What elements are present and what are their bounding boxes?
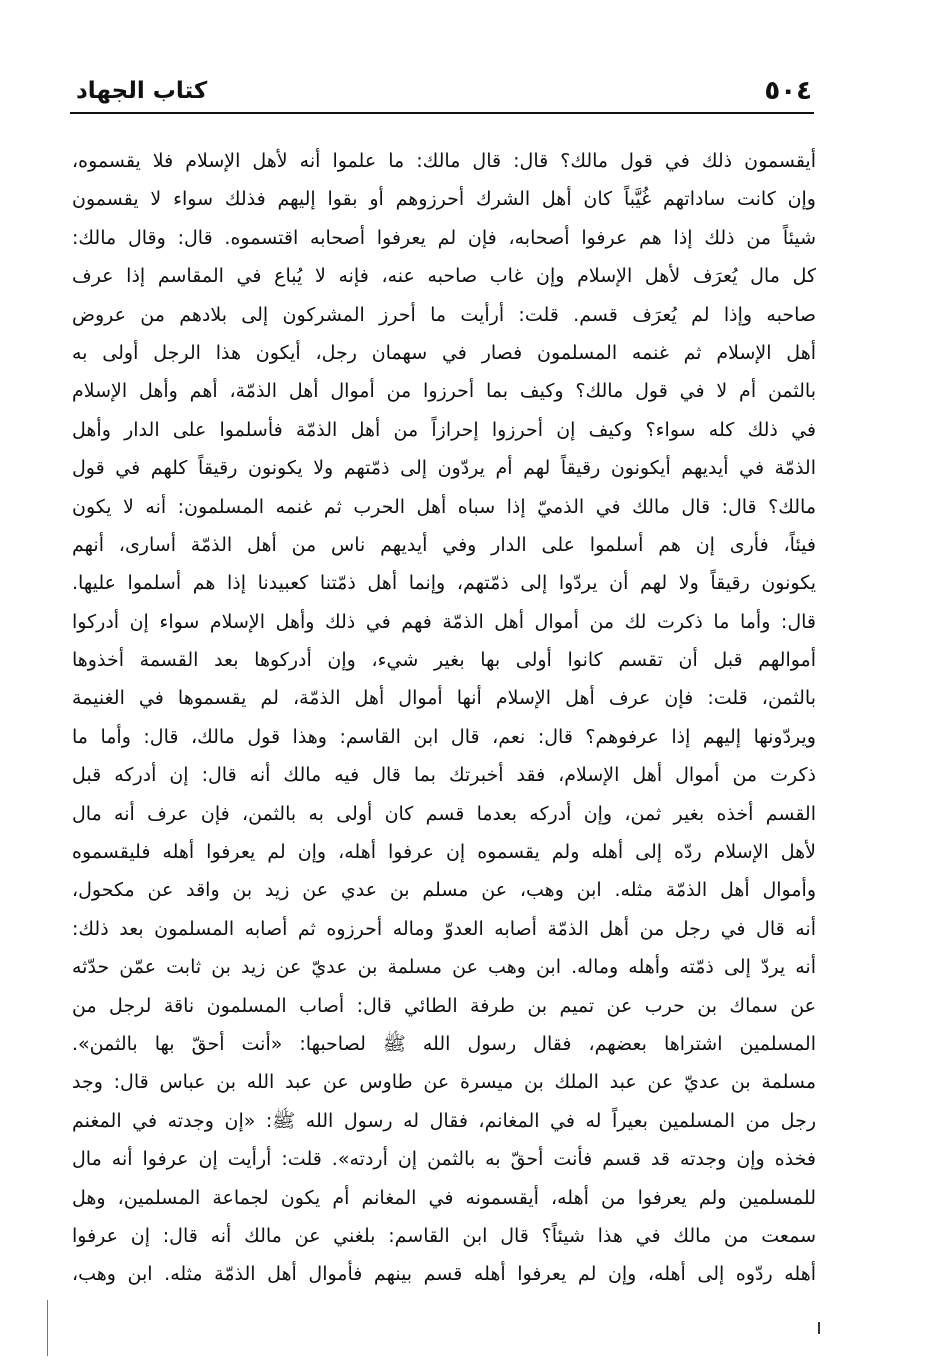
running-title: كتاب الجهاد [76,78,208,104]
text-line-11: فيئاً، فأرى إن هم أسلموا على الدار وفي أيديهم ناس من أهل الذمّة أسارى، أنهم [72,533,816,556]
scan-margin-tick [818,1322,820,1334]
text-line-24: المسلمين اشتراها بعضهم، فقال رسول الله ﷺ لصاحبها: «أنت أحقّ بها بالثمن». [72,1032,816,1055]
text-line-19: لأهل الإسلام ردّه إلى أهله ولم يقسموه إن عرفوا أهله، وإن لم يعرفوا أهله فليقسموه [72,841,816,864]
text-line-17: ذكرت من أموال أهل الإسلام، فقد أخبرتك بما قال فيه مالك أنه قال: إن أدركه قبل [72,764,816,787]
text-line-26: رجل من المسلمين بعيراً له في المغانم، فقال له رسول الله ﷺ: «إن وجدته في المغنم [72,1109,816,1132]
page-header [72,70,812,114]
text-line-20: وأموال أهل الذمّة مثله. ابن وهب، عن مسلم بن عدي عن زيد بن واقد عن مكحول، [72,879,816,902]
text-line-10: مالك؟ قال: قال مالك في الذميّ إذا سباه أهل الحرب ثم غنمه المسلمون: أنه لا يكون [72,495,816,518]
text-line-8: في ذلك كله سواء؟ وكيف إن أحرزوا إحرازاً من أهل الذمّة فأسلموا على الدار وأهل [72,418,816,441]
text-line-5: صاحبه وإذا لم يُعرَف قسم. قلت: أرأيت ما أحرز المشركون إلى بلادهم من عروض [72,303,816,326]
scan-margin-line [47,1300,48,1356]
text-line-28: للمسلمين ولم يعرفوا من أهله، أيقسمونه في المغانم أم يكون لجماعة المسلمين، وهل [72,1186,816,1209]
text-line-16: ويردّونها إليهم إذا عرفوهم؟ قال: نعم، قال ابن القاسم: وهذا قول مالك، قال: وأما ما [72,725,816,748]
text-line-4: كل مال يُعرَف لأهل الإسلام وإن غاب صاحبه عنه، فإنه لا يُباع في المقاسم إذا عرف [72,265,816,288]
text-line-6: أهل الإسلام ثم غنمه المسلمون فصار في سهمان رجل، أيكون هذا الرجل أولى به [72,341,816,364]
text-line-27: فخذه وإن وجدته قد قسم فأنت أحقّ به بالثمن إن أردته». قلت: أرأيت إن عرفوا أنه مال [72,1148,816,1171]
text-line-30: أهله ردّوه إلى أهله، وإن لم يعرفوا أهله قسم بينهم فأموال أهل الذمّة مثله. ابن وهب، [72,1263,816,1286]
text-line-2: وإن كانت ساداتهم غُيَّباً كان أهل الشرك أحرزوهم أو بقوا إليهم فذلك سواء لا يقسمون [72,188,816,211]
body-text [72,142,816,1294]
text-line-29: سمعت من مالك في هذا شيئاً؟ قال ابن القاسم: بلغني عن مالك أنه قال: إن عرفوا [72,1224,816,1247]
text-line-21: أنه قال في رجل من أهل الذمّة أصابه العدوّ وماله أحرزوه ثم أصابه المسلمون بعد ذلك: [72,917,816,940]
text-line-18: القسم أخذه بغير ثمن، وإن أدركه بعدما قسم كان أولى به بالثمن، فإن عرف أنه مال [72,802,816,825]
text-line-15: بالثمن، قلت: فإن عرف أهل الإسلام أنها أموال أهل الذمّة، لم يقسموها في الغنيمة [72,687,816,710]
text-line-14: أموالهم قبل أن تقسم كانوا أولى بها بغير شيء، وإن أدركوها بعد القسمة أخذوها [72,649,816,672]
text-line-3: شيئاً من ذلك إذا هم عرفوا أصحابه، فإن لم يعرفوا أصحابه اقتسموه. قال: وقال مالك: [72,226,816,249]
text-line-12: يكونون رقيقاً ولا لهم أن يردّوا إلى ذمّتهم، وإنما أهل ذمّتنا كعبيدنا إذا هم أسلموا عليها. [72,572,816,595]
text-line-9: الذمّة في أيديهم أيكونون رقيقاً لهم أم يردّون إلى ذمّتهم ولا يكونون رقيقاً كلهم في قول [72,457,816,480]
text-line-25: مسلمة بن عديّ عن عبد الملك بن ميسرة عن طاوس عن عبد الله بن عباس قال: وجد [72,1071,816,1094]
header-rule [70,112,814,114]
text-line-23: عن سماك بن حرب عن تميم بن طرفة الطائي قال: أصاب المسلمون ناقة لرجل من [72,994,816,1017]
text-line-22: أنه يردّ إلى ذمّته وأهله وماله. ابن وهب عن مسلمة بن عديّ عن زيد بن ثابت عمّن حدّثه [72,956,816,979]
text-line-13: قال: وأما ما ذكرت لك من أموال أهل الذمّة فهم في ذلك وأهل الإسلام سواء إن أدركوا [72,610,816,633]
text-line-1: أيقسمون ذلك في قول مالك؟ قال: قال مالك: ما علموا أنه لأهل الإسلام فلا يقسموه، [72,150,816,172]
text-line-7: بالثمن أم لا في قول مالك؟ وكيف بما أحرزوا من أموال أهل الذمّة، أهم وأهل الإسلام [72,380,816,403]
page-number: ٥٠٤ [764,76,812,106]
